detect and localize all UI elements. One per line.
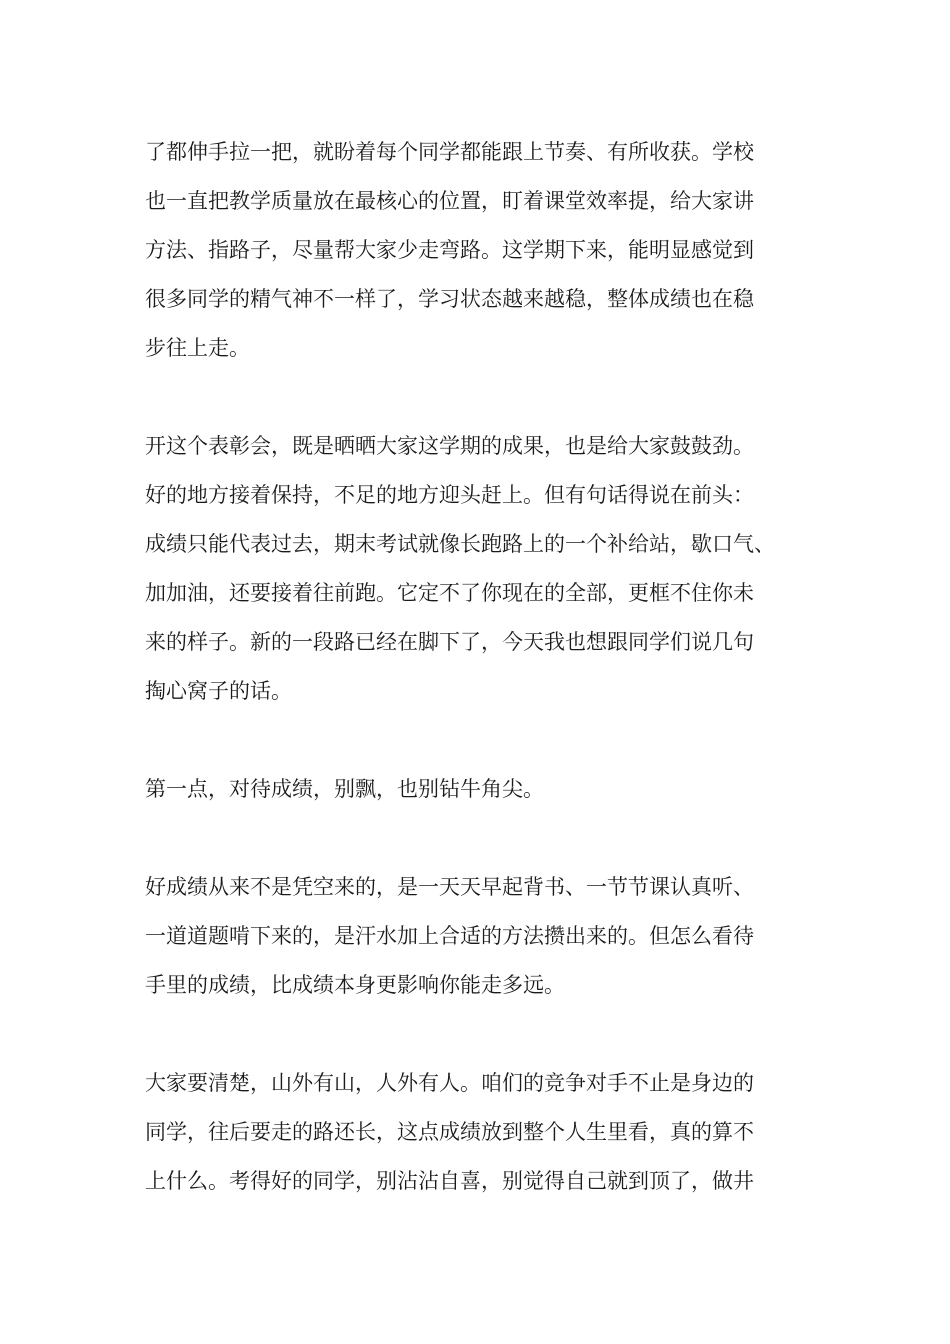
- text-line: 步往上走。: [145, 336, 250, 360]
- text-line: 成绩只能代表过去，期末考试就像长跑路上的一个补给站，歇口气、: [145, 532, 775, 556]
- text-line: 上什么。考得好的同学，别沾沾自喜，别觉得自己就到顶了，做井: [145, 1169, 754, 1193]
- text-line: 好成绩从来不是凭空来的，是一天天早起背书、一节节课认真听、: [145, 875, 754, 899]
- text-line: 大家要清楚，山外有山，人外有人。咱们的竞争对手不止是身边的: [145, 1071, 754, 1095]
- text-line: 了都伸手拉一把，就盼着每个同学都能跟上节奏、有所收获。学校: [145, 140, 754, 164]
- text-line: 第一点，对待成绩，别飘，也别钻牛角尖。: [145, 777, 544, 801]
- text-line: 来的样子。新的一段路已经在脚下了，今天我也想跟同学们说几句: [145, 630, 754, 654]
- text-line: 也一直把教学质量放在最核心的位置，盯着课堂效率提，给大家讲: [145, 189, 754, 213]
- text-line: 掏心窝子的话。: [145, 679, 292, 703]
- text-line: 手里的成绩，比成绩本身更影响你能走多远。: [145, 973, 565, 997]
- text-line: 方法、指路子，尽量帮大家少走弯路。这学期下来，能明显感觉到: [145, 238, 754, 262]
- text-line: 很多同学的精气神不一样了，学习状态越来越稳，整体成绩也在稳: [145, 287, 754, 311]
- text-line: 开这个表彰会，既是晒晒大家这学期的成果，也是给大家鼓鼓劲。: [145, 434, 754, 458]
- text-line: 同学，往后要走的路还长，这点成绩放到整个人生里看，真的算不: [145, 1120, 754, 1144]
- text-line: 好的地方接着保持，不足的地方迎头赶上。但有句话得说在前头：: [145, 483, 754, 507]
- text-line: 一道道题啃下来的，是汗水加上合适的方法攒出来的。但怎么看待: [145, 924, 754, 948]
- text-line: 加加油，还要接着往前跑。它定不了你现在的全部，更框不住你未: [145, 581, 754, 605]
